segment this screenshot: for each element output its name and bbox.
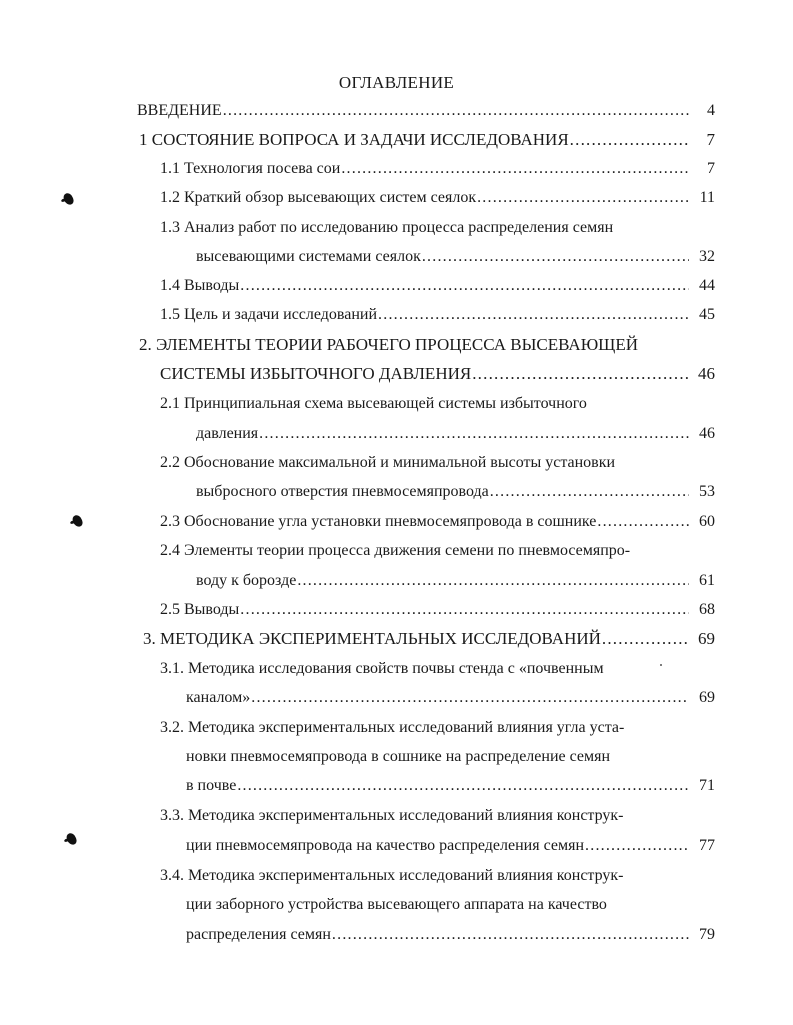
leader-dots [585, 836, 689, 856]
toc-entry-3-4-line-1[interactable]: 3.4. Методика экспериментальных исследований влияния конструк- [160, 867, 624, 884]
toc-page: 4 [707, 102, 715, 119]
leader-dots [602, 629, 689, 649]
toc-entry-3-1-line-1[interactable]: 3.1. Методика исследования свойств почвы стенда с «почвенным [160, 660, 604, 677]
toc-label: ВВЕДЕНИЕ [137, 102, 222, 119]
toc-label: давления [196, 425, 259, 442]
toc-label: 1.5 Цель и задачи исследований [160, 306, 378, 323]
toc-page: 32 [699, 248, 715, 265]
toc-entry-3-2-line-1[interactable]: 3.2. Методика экспериментальных исследований влияния угла уста- [160, 719, 625, 736]
toc-entry-3-2[interactable] [186, 776, 715, 796]
toc-page: 46 [699, 425, 715, 442]
toc-page: 79 [699, 926, 715, 943]
leader-dots [490, 482, 689, 502]
toc-entry-intro[interactable] [137, 101, 715, 121]
toc-page: 7 [706, 130, 715, 149]
toc-entry-2-1[interactable] [196, 424, 715, 444]
toc-entry-1-2[interactable] [160, 188, 715, 208]
toc-label: 1.2 Краткий обзор высевающих систем сеялок [160, 189, 477, 206]
toc-page: 68 [699, 601, 715, 618]
toc-entry-chapter-2-line-1[interactable]: 2. ЭЛЕМЕНТЫ ТЕОРИИ РАБОЧЕГО ПРОЦЕССА ВЫСЕВАЮЩЕЙ [139, 335, 638, 354]
toc-entry-2-4[interactable] [196, 571, 715, 591]
toc-page: 69 [698, 629, 715, 648]
toc-entry-2-3[interactable] [160, 512, 715, 532]
toc-entry-1-3-line-1[interactable]: 1.3 Анализ работ по исследованию процесса распределения семян [160, 219, 614, 236]
toc-entry-2-2-line-1[interactable]: 2.2 Обоснование максимальной и минимальной высоты установки [160, 454, 616, 471]
toc-page: 71 [699, 777, 715, 794]
leader-dots [237, 776, 689, 796]
scan-speck-icon [660, 664, 662, 666]
scan-mark-icon [65, 832, 78, 846]
toc-entry-3-4-line-2[interactable]: ции заборного устройства высевающего аппарата на качество [186, 896, 607, 913]
leader-dots [341, 159, 689, 179]
toc-label: высевающими системами сеялок [196, 248, 421, 265]
toc-entry-2-5[interactable] [160, 600, 715, 620]
toc-page: 53 [699, 483, 715, 500]
toc-label: 1.1 Технология посева сои [160, 160, 341, 177]
toc-page: 61 [699, 572, 715, 589]
leader-dots [378, 305, 689, 325]
leader-dots [251, 688, 689, 708]
toc-entry-3-3-line-1[interactable]: 3.3. Методика экспериментальных исследований влияния конструк- [160, 807, 624, 824]
toc-entry-1-4[interactable] [160, 276, 715, 296]
toc-entry-2-2[interactable] [196, 482, 715, 502]
leader-dots [259, 424, 689, 444]
toc-entry-3-4[interactable] [186, 925, 715, 945]
toc-entry-1-1[interactable] [160, 159, 715, 179]
toc-page: 60 [699, 513, 715, 530]
toc-label: каналом» [186, 689, 251, 706]
leader-dots [477, 188, 689, 208]
toc-entry-chapter-1[interactable] [139, 130, 715, 150]
toc-label: выбросного отверстия пневмосемяпровода [196, 483, 489, 500]
toc-label: СИСТЕМЫ ИЗБЫТОЧНОГО ДАВЛЕНИЯ [160, 364, 472, 383]
toc-entry-3-1[interactable] [186, 688, 715, 708]
toc-entry-2-4-line-1[interactable]: 2.4 Элементы теории процесса движения семени по пневмосемяпро- [160, 542, 631, 559]
toc-label: 1 СОСТОЯНИЕ ВОПРОСА И ЗАДАЧИ ИССЛЕДОВАНИЯ [139, 130, 569, 149]
scan-mark-icon [71, 514, 84, 528]
leader-dots [223, 101, 689, 121]
toc-label: в почве [186, 777, 237, 794]
leader-dots [240, 276, 689, 296]
toc-label: 1.4 Выводы [160, 277, 240, 294]
leader-dots [297, 571, 689, 591]
toc-entry-1-3[interactable] [196, 247, 715, 267]
toc-entry-3-2-line-2[interactable]: новки пневмосемяпровода в сошнике на распределение семян [186, 748, 611, 765]
toc-entry-chapter-2[interactable] [160, 364, 715, 384]
toc-entry-3-3[interactable] [186, 836, 715, 856]
toc-label: 2.3 Обоснование угла установки пневмосемяпровода в сошнике [160, 513, 597, 530]
toc-page: 7 [707, 160, 715, 177]
leader-dots [472, 364, 689, 384]
toc-page: 11 [699, 189, 715, 206]
toc-label: 2.5 Выводы [160, 601, 240, 618]
page-title: ОГЛАВЛЕНИЕ [338, 73, 455, 92]
toc-page: 46 [698, 364, 715, 383]
leader-dots [570, 130, 689, 150]
toc-page: 77 [699, 837, 715, 854]
toc-label: воду к борозде [196, 572, 297, 589]
toc-page: 69 [699, 689, 715, 706]
toc-label: ции пневмосемяпровода на качество распределения семян [186, 837, 585, 854]
toc-page: 45 [699, 306, 715, 323]
leader-dots [240, 600, 689, 620]
scan-mark-icon [62, 192, 75, 206]
toc-label: распределения семян [186, 926, 331, 943]
toc-entry-2-1-line-1[interactable]: 2.1 Принципиальная схема высевающей системы избыточного [160, 395, 587, 412]
leader-dots [332, 925, 689, 945]
toc-entry-chapter-3[interactable] [143, 629, 715, 649]
toc-entry-1-5[interactable] [160, 305, 715, 325]
leader-dots [597, 512, 689, 532]
leader-dots [422, 247, 689, 267]
toc-label: 3. МЕТОДИКА ЭКСПЕРИМЕНТАЛЬНЫХ ИССЛЕДОВАНИЙ [143, 629, 601, 648]
toc-page: 44 [699, 277, 715, 294]
